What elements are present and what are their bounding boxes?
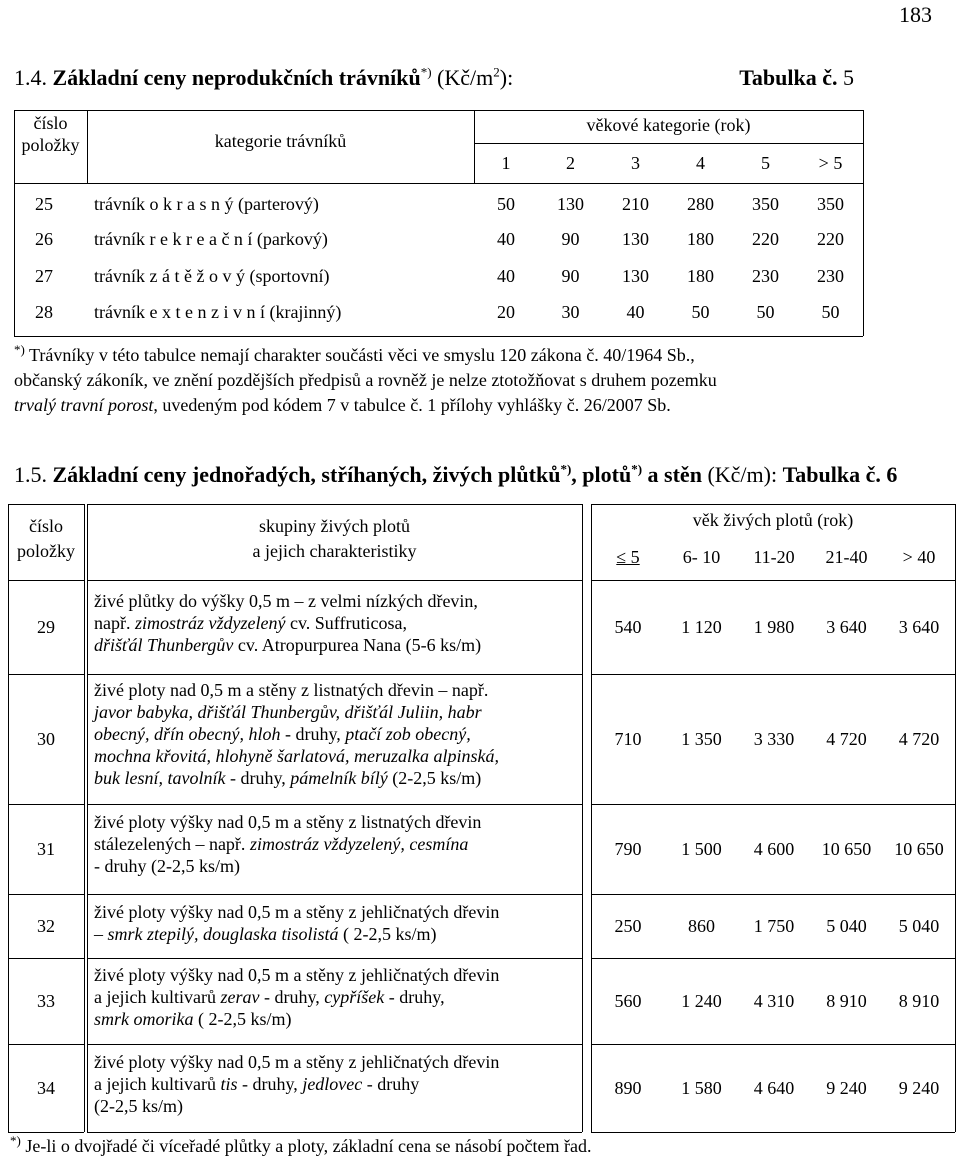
page-number: 183 (899, 2, 932, 27)
age-col-header: > 40 (902, 547, 936, 567)
price-cell: 9 240 (826, 1078, 867, 1098)
price-cell: 220 (752, 229, 779, 249)
row-number: 33 (37, 991, 55, 1011)
price-cell: 1 350 (681, 729, 722, 749)
price-cell: 50 (691, 302, 710, 322)
price-cell: 90 (561, 266, 580, 286)
price-cell: 30 (561, 302, 580, 322)
price-cell: 1 240 (681, 991, 722, 1011)
row-number: 28 (35, 302, 53, 322)
price-cell: 180 (687, 266, 714, 286)
price-cell: 5 040 (898, 916, 940, 936)
price-cell: 4 640 (753, 1078, 795, 1098)
price-cell: 540 (614, 617, 642, 637)
price-cell: 40 (626, 302, 645, 322)
lawn-category: trávník e x t e n z i v n í (krajinný) (94, 302, 342, 322)
row-number: 27 (35, 266, 53, 286)
price-cell: 3 640 (826, 617, 867, 637)
col-header-category: kategorie trávníků (214, 131, 347, 151)
row-34-description: živé ploty výšky nad 0,5 m a stěny z jehličnatých dřevin a jejich kultivarů tis - druhy, jedlovec - druhy (2-2,5 ks/m) (94, 1052, 500, 1116)
price-cell: 8 910 (826, 991, 867, 1011)
price-cell: 40 (497, 229, 515, 249)
col-header-number: číslo položky (21, 113, 80, 155)
age-col-header: 2 (566, 153, 575, 173)
price-cell: 4 720 (826, 729, 867, 749)
row-number: 31 (37, 839, 55, 859)
row-32-description: živé ploty výšky nad 0,5 m a stěny z jehličnatých dřevin – smrk ztepilý, douglaska tisolistá ( 2-2,5 ks/m) (94, 902, 500, 944)
price-cell: 4 720 (898, 729, 940, 749)
price-cell: 9 240 (898, 1078, 940, 1098)
price-cell: 50 (497, 194, 515, 214)
age-col-header: 11-20 (753, 547, 795, 567)
row-number: 29 (37, 617, 55, 637)
price-cell: 790 (614, 839, 642, 859)
price-cell: 1 750 (753, 916, 795, 936)
price-cell: 20 (497, 302, 515, 322)
table-6-label: Tabulka č. 6 (782, 462, 898, 487)
col-header-number: číslo položky (17, 516, 75, 561)
price-cell: 4 600 (753, 839, 795, 859)
price-cell: 1 500 (681, 839, 722, 859)
price-cell: 40 (497, 266, 515, 286)
lawn-category: trávník o k r a s n ý (parterový) (94, 194, 319, 214)
price-cell: 10 650 (821, 839, 872, 859)
table-5-note: *) Trávníky v této tabulce nemají charakter součásti věci ve smyslu 120 zákona č. 40/1964 Sb., občanský zákoník, ve znění pozdějších předpisů a rovněž je nelze ztotožňovat s druhem pozemku trvalý travní porost, uvedeným pod kódem 7 v tabulce č. 1 přílohy vyhlášky č. 26/2007 Sb. (14, 342, 717, 415)
price-cell: 50 (821, 302, 840, 322)
row-number: 25 (35, 194, 53, 214)
age-col-header: 4 (696, 153, 705, 173)
row-30-description: živé ploty nad 0,5 m a stěny z listnatých dřevin – např. javor babyka, dřišťál Thunbergův, dřišťál Juliin, habr obecný, dřín obecný, hloh - druhy, ptačí zob obecný, mochna křovitá, hlohyně šarlatová, meruzalka alpinská, buk lesní, tavolník - druhy, pámelník bílý (2-2,5 ks/m) (94, 680, 499, 788)
price-cell: 560 (614, 991, 642, 1011)
price-cell: 220 (817, 229, 844, 249)
price-cell: 250 (614, 916, 642, 936)
price-cell: 8 910 (898, 991, 940, 1011)
row-number: 34 (37, 1078, 55, 1098)
table-6 (8, 504, 955, 1132)
price-cell: 130 (557, 194, 584, 214)
table-6-note: *) Je-li o dvojřadé či víceřadé plůtky a ploty, základní cena se násobí počtem řad. (10, 1133, 592, 1156)
price-cell: 130 (622, 229, 649, 249)
age-col-header: 6- 10 (682, 547, 721, 567)
row-31-description: živé ploty výšky nad 0,5 m a stěny z listnatých dřevin stálezelených – např. zimostráz vždyzelený, cesmína - druhy (2-2,5 ks/m) (94, 812, 482, 876)
price-cell: 350 (817, 194, 844, 214)
price-cell: 50 (756, 302, 775, 322)
price-cell: 350 (752, 194, 779, 214)
age-col-header: 3 (631, 153, 640, 173)
price-cell: 4 310 (753, 991, 795, 1011)
age-col-header: 1 (501, 153, 511, 173)
price-cell: 90 (561, 229, 580, 249)
lawn-category: trávník z á t ě ž o v ý (sportovní) (94, 266, 330, 286)
row-number: 30 (37, 729, 55, 749)
age-col-header: ≤ 5 (616, 547, 640, 567)
price-cell: 230 (817, 266, 844, 286)
price-cell: 3 640 (898, 617, 940, 637)
price-cell: 230 (752, 266, 779, 286)
price-cell: 710 (614, 729, 642, 749)
price-cell: 1 980 (753, 617, 795, 637)
row-number: 32 (37, 916, 55, 936)
col-header-groups: skupiny živých plotů a jejich charakteristiky (252, 516, 417, 561)
row-29-description: živé plůtky do výšky 0,5 m – z velmi nízkých dřevin, např. zimostráz vždyzelený cv. Suffruticosa, dřišťál Thunbergův cv. Atropurpurea Nana (5-6 ks/m) (94, 591, 482, 655)
lawn-category: trávník r e k r e a č n í (parkový) (94, 229, 328, 249)
price-cell: 5 040 (826, 916, 867, 936)
price-cell: 890 (614, 1078, 642, 1098)
table-5 (14, 110, 863, 336)
price-cell: 10 650 (894, 839, 944, 859)
price-cell: 180 (687, 229, 714, 249)
price-cell: 860 (688, 916, 715, 936)
row-number: 26 (35, 229, 53, 249)
section-1-heading: 1.4. Základní ceny neprodukčních trávníků*) $(Kč/m^2)$: Tabulka č. 5 (14, 64, 854, 90)
section-2-heading: 1.5. Základní ceny jednořadých, stříhaných, živých plůtků*), plotů*) a stěn (Kč/m): Tabulka č. 6 (14, 461, 898, 487)
age-col-header: > 5 (818, 153, 843, 173)
col-header-age: věk živých plotů (rok) (692, 510, 854, 530)
row-33-description: živé ploty výšky nad 0,5 m a stěny z jehličnatých dřevin a jejich kultivarů zerav - druhy, cypříšek - druhy, smrk omorika ( 2-2,5 ks/m) (94, 965, 500, 1029)
price-cell: 210 (622, 194, 649, 214)
age-col-header: 5 (761, 153, 770, 173)
table-5-label: Tabulka č. 5 (739, 65, 854, 90)
price-cell: 1 580 (681, 1078, 722, 1098)
price-cell: 3 330 (753, 729, 795, 749)
age-col-header: 21-40 (825, 547, 868, 567)
price-cell: 1 120 (681, 617, 722, 637)
price-cell: 130 (622, 266, 649, 286)
price-cell: 280 (687, 194, 714, 214)
col-header-age: věkové kategorie (rok) (586, 115, 751, 135)
